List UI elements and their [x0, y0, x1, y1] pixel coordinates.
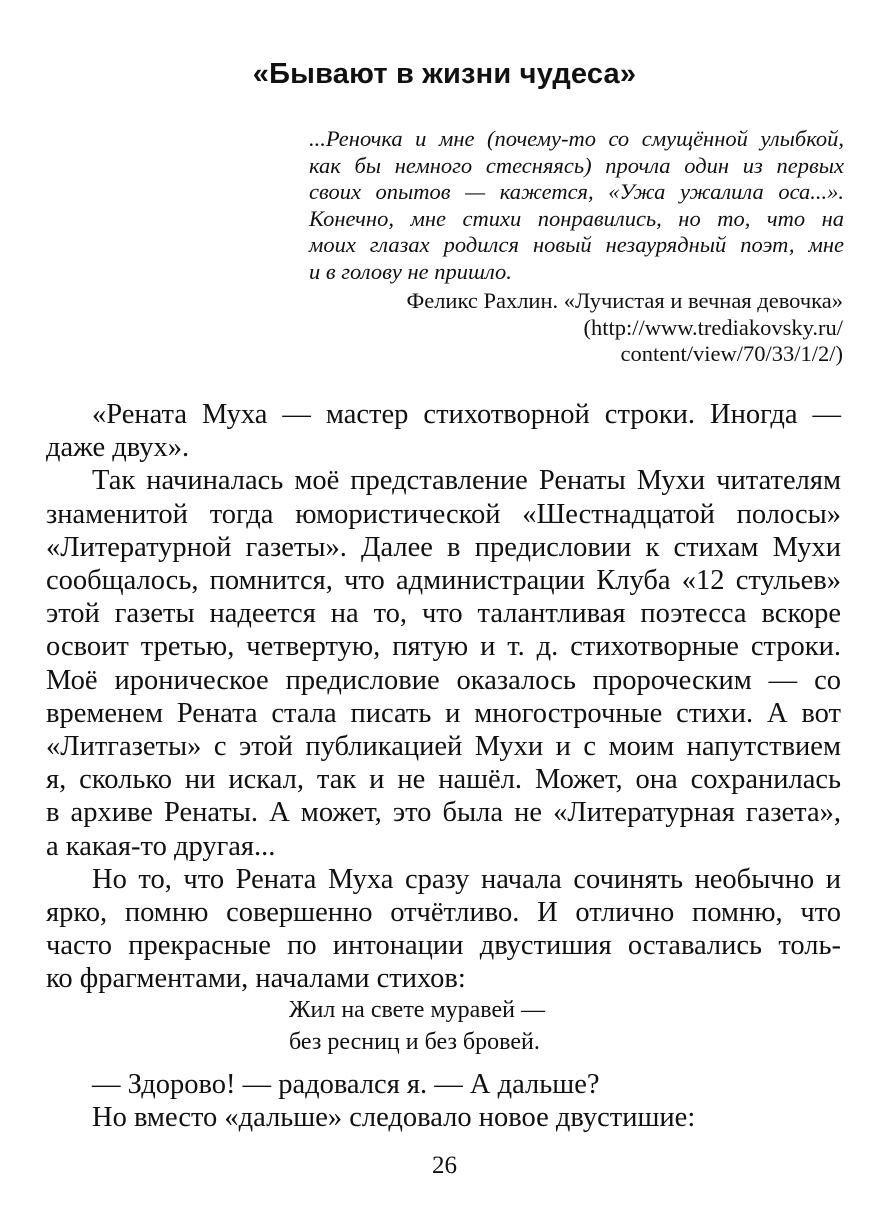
body-line: освоит третью, четвертую, пятую и т. д. стихотворные строки.	[46, 631, 841, 663]
body-line: в архиве Ренаты. А может, это была не «Литературная газета»,	[46, 797, 841, 829]
epigraph-line: ...Реночка и мне (почему-то со смущённой улыбкой,	[309, 126, 844, 151]
epigraph-line: моих глазах родился новый незаурядный поэт, мне	[309, 232, 844, 257]
attribution-line: (http://www.trediakovsky.ru/	[583, 314, 843, 340]
body-line: Но то, что Рената Муха сразу начала сочинять необычно и	[92, 863, 841, 895]
body-line: ко фрагментами, началами стихов:	[46, 963, 466, 995]
epigraph	[309, 126, 844, 285]
body-text-continued	[46, 1068, 841, 1134]
attribution-line: content/view/70/33/1/2/)	[620, 341, 843, 366]
body-line: я, сколько ни искал, так и не нашёл. Может, она сохранилась	[46, 764, 841, 796]
body-line: «Рената Муха — мастер стихотворной строки. Иногда —	[92, 399, 841, 430]
epigraph-line: как бы немного стесняясь) прочла один из первых	[309, 152, 844, 178]
poem-line: без ресниц и без бровей.	[289, 1029, 540, 1055]
epigraph-line: своих опытов — кажется, «Ужа ужалила оса...».	[309, 179, 844, 204]
body-line: даже двух».	[46, 432, 190, 464]
poem-quote	[289, 994, 545, 1058]
body-line: этой газеты надеется на то, что талантливая поэтесса вскоре	[46, 598, 841, 630]
body-line: Так начиналась моё представление Ренаты Мухи читателям	[92, 465, 841, 497]
attribution-line: Феликс Рахлин. «Лучистая и вечная девочка»	[406, 288, 843, 313]
poem-line: Жил на свете муравей —	[289, 997, 545, 1023]
body-line: знаменитой тогда юмористической «Шестнадцатой полосы»	[46, 498, 841, 530]
body-line: — Здорово! — радовался я. — А дальше?	[92, 1069, 600, 1100]
page-number: 26	[432, 1152, 457, 1179]
body-line: ярко, помню совершенно отчётливо. И отлично помню, что	[46, 897, 841, 929]
body-line: «Литературной газеты». Далее в предисловии к стихам Мухи	[46, 531, 841, 563]
body-line: временем Рената стала писать и многострочные стихи. А вот	[46, 697, 841, 729]
body-line: Моё ироническое предисловие оказалось пророческим — со	[46, 664, 841, 696]
body-line: а какая-то другая...	[46, 830, 276, 862]
body-line: «Литгазеты» с этой публикацией Мухи и с моим напутствием	[46, 731, 841, 763]
epigraph-line: Конечно, мне стихи понравились, но то, что на	[309, 205, 844, 231]
body-line: часто прекрасные по интонации двустишия оставались толь-	[46, 930, 841, 962]
epigraph-attribution	[283, 288, 843, 368]
chapter-title: «Бывают в жизни чудеса»	[252, 58, 637, 90]
body-line: Но вместо «дальше» следовало новое двустишие:	[92, 1102, 696, 1134]
epigraph-line: и в голову не пришло.	[309, 258, 512, 284]
body-text	[46, 398, 841, 996]
body-line: сообщалось, помнится, что администрации Клуба «12 стульев»	[46, 565, 841, 597]
